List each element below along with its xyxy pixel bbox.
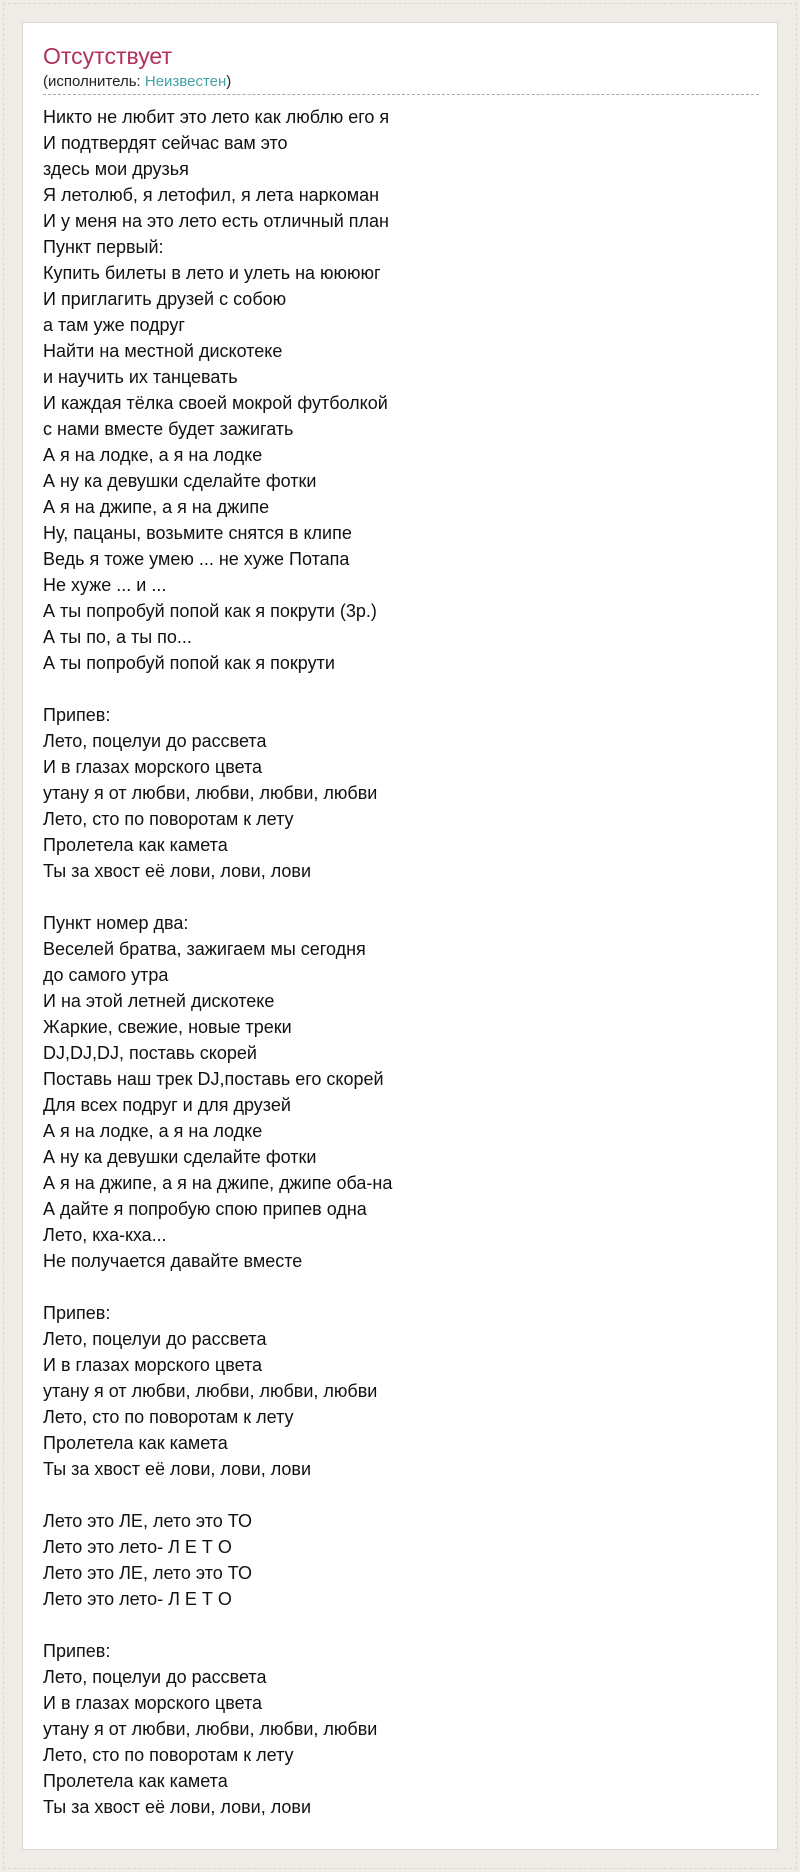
lyric-line: здесь мои друзья <box>43 159 189 179</box>
lyric-line: Лето, сто по поворотам к лету <box>43 1745 294 1765</box>
lyric-line: А я на джипе, а я на джипе, джипе оба-на <box>43 1173 393 1193</box>
lyric-line: И в глазах морского цвета <box>43 1355 263 1375</box>
lyric-line <box>43 884 392 910</box>
lyric-line: Ты за хвост её лови, лови, лови <box>43 1797 312 1817</box>
lyric-line: Лето, сто по поворотам к лету <box>43 1407 294 1427</box>
lyric-line: И приглагить друзей с собою <box>43 289 287 309</box>
lyric-line: Жаркие, свежие, новые треки <box>43 1017 292 1037</box>
lyric-line: Пролетела как камета <box>43 1433 228 1453</box>
lyrics-card <box>22 22 778 1850</box>
lyric-line: И в глазах морского цвета <box>43 757 263 777</box>
lyric-line: Лето это лето- Л Е Т О <box>43 1537 232 1557</box>
lyric-line: Пункт первый: <box>43 237 164 257</box>
lyrics-text <box>43 104 392 1820</box>
lyric-line: утану я от любви, любви, любви, любви <box>43 783 378 803</box>
lyric-line: Припев: <box>43 705 111 725</box>
artist-line <box>43 73 759 95</box>
lyric-line: Лето, сто по поворотам к лету <box>43 809 294 829</box>
lyric-line: Для всех подруг и для друзей <box>43 1095 291 1115</box>
lyric-line: А я на джипе, а я на джипе <box>43 497 270 517</box>
lyric-line: Ну, пацаны, возьмите снятся в клипе <box>43 523 352 543</box>
lyric-line: Припев: <box>43 1303 111 1323</box>
lyric-line: А ну ка девушки сделайте фотки <box>43 1147 317 1167</box>
lyric-line <box>43 1482 392 1508</box>
lyric-line: А дайте я попробую спою припев одна <box>43 1199 367 1219</box>
lyric-line: утану я от любви, любви, любви, любви <box>43 1719 378 1739</box>
song-title: Отсутствует <box>43 43 172 69</box>
lyric-line: до самого утра <box>43 965 169 985</box>
lyric-line: а там уже подруг <box>43 315 185 335</box>
lyric-line: Лето, кха-кха... <box>43 1225 167 1245</box>
lyric-line: Поставь наш трек DJ,поставь его скорей <box>43 1069 384 1089</box>
lyric-line: Никто не любит это лето как люблю его я <box>43 107 390 127</box>
lyric-line: А ты по, а ты по... <box>43 627 192 647</box>
lyric-line: Не получается давайте вместе <box>43 1251 303 1271</box>
lyric-line: И в глазах морского цвета <box>43 1693 263 1713</box>
lyric-line: Ты за хвост её лови, лови, лови <box>43 1459 312 1479</box>
artist-prefix: (исполнитель: <box>43 73 145 90</box>
lyric-line: И каждая тёлка своей мокрой футболкой <box>43 393 388 413</box>
lyric-line: Пролетела как камета <box>43 1771 228 1791</box>
lyric-line: Ты за хвост её лови, лови, лови <box>43 861 312 881</box>
artist-link[interactable]: Неизвестен <box>144 73 227 90</box>
lyric-line <box>43 1612 392 1638</box>
lyric-line: Лето это ЛЕ, лето это ТО <box>43 1563 252 1583</box>
lyric-line: Лето это лето- Л Е Т О <box>43 1589 232 1609</box>
lyric-line: А я на лодке, а я на лодке <box>43 1121 263 1141</box>
artist-suffix: ) <box>226 73 232 90</box>
lyric-line: Не хуже ... и ... <box>43 575 167 595</box>
lyric-line: А ты попробуй попой как я покрути <box>43 653 335 673</box>
lyric-line: И на этой летней дискотеке <box>43 991 275 1011</box>
lyric-line: И подтвердят сейчас вам это <box>43 133 288 153</box>
lyric-line <box>43 1274 392 1300</box>
lyric-line: А ты попробуй попой как я покрути (3р.) <box>43 601 377 621</box>
lyric-line: Припев: <box>43 1641 111 1661</box>
lyric-line: DJ,DJ,DJ, поставь скорей <box>43 1043 257 1063</box>
lyric-line: Найти на местной дискотеке <box>43 341 283 361</box>
lyric-line: Ведь я тоже умею ... не хуже Потапа <box>43 549 350 569</box>
lyric-line: Лето это ЛЕ, лето это ТО <box>43 1511 252 1531</box>
lyric-line: Веселей братва, зажигаем мы сегодня <box>43 939 366 959</box>
lyric-line: А ну ка девушки сделайте фотки <box>43 471 317 491</box>
lyric-line: Пункт номер два: <box>43 913 189 933</box>
lyric-line: с нами вместе будет зажигать <box>43 419 294 439</box>
lyric-line: Лето, поцелуи до рассвета <box>43 731 267 751</box>
lyric-line <box>43 676 392 702</box>
lyric-line: А я на лодке, а я на лодке <box>43 445 263 465</box>
lyric-line: Пролетела как камета <box>43 835 228 855</box>
lyric-line: утану я от любви, любви, любви, любви <box>43 1381 378 1401</box>
lyric-line: Лето, поцелуи до рассвета <box>43 1329 267 1349</box>
lyric-line: Я летолюб, я летофил, я лета наркоман <box>43 185 380 205</box>
lyric-line: И у меня на это лето есть отличный план <box>43 211 389 231</box>
lyric-line: и научить их танцевать <box>43 367 238 387</box>
lyric-line: Лето, поцелуи до рассвета <box>43 1667 267 1687</box>
lyric-line: Купить билеты в лето и улеть на ююююг <box>43 263 381 283</box>
